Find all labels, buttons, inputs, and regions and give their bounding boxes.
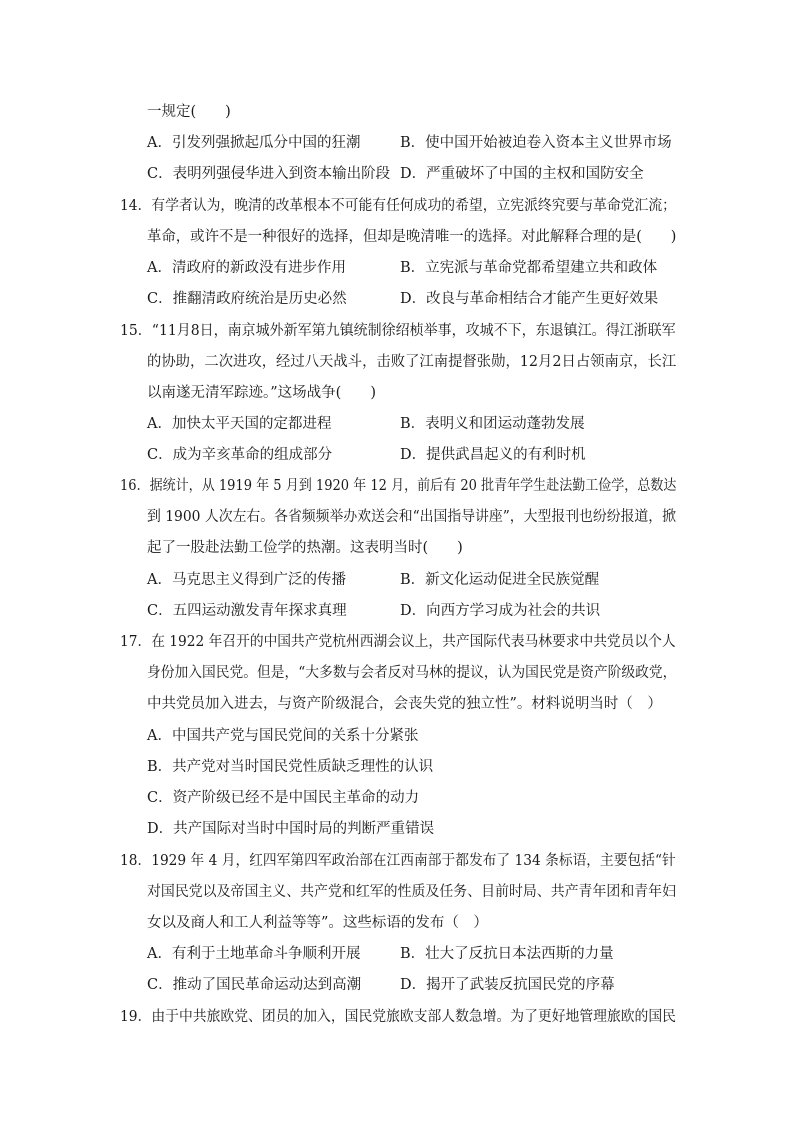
q18-stem-line-3: 女以及商人和工人利益等等”。这些标语的发布（ ）: [147, 915, 488, 931]
q17-stem-line-2: 身份加入国民党。但是，“大多数与会者反对马林的提议，认为国民党是资产阶级政党，: [147, 665, 677, 681]
q15-option-d: D．提供武昌起义的有利时机: [400, 447, 586, 463]
q13-option-c: C．表明列强侵华进入到资本输出阶段: [147, 166, 391, 182]
q17-option-d: D．共产国际对当时中国时局的判断严重错误: [147, 821, 435, 837]
q15-stem-line-2: 的协助，二次进攻，经过八天战斗，击败了江南提督张勋，12月2日占领南京，长江: [147, 354, 677, 370]
q17-option-b: B．共产党对当时国民党性质缺乏理性的认识: [147, 759, 434, 775]
q19-stem-line-1: 19．由于中共旅欧党、团员的加入，国民党旅欧支部人数急增。为了更好地管理旅欧的国民: [120, 1009, 676, 1025]
q16-option-c: C．五四运动激发青年探求真理: [147, 603, 347, 619]
q14-stem-line-2: 革命，或许不是一种很好的选择，但却是晚清唯一的选择。对此解释合理的是( ): [147, 229, 677, 245]
q16-stem-line-2: 到 1900 人次左右。各省频频举办欢送会和“出国指导讲座”，大型报刊也纷纷报道，掀: [147, 509, 676, 525]
q15-option-a: A．加快太平天国的定都进程: [147, 416, 332, 432]
q17-option-c: C．资产阶级已经不是中国民主革命的动力: [147, 790, 420, 806]
q17-option-a: A．中国共产党与国民党间的关系十分紧张: [147, 728, 419, 744]
q18-option-c: C．推动了国民革命运动达到高潮: [147, 977, 362, 993]
q15-option-c: C．成为辛亥革命的组成部分: [147, 447, 333, 463]
q14-option-c: C．推翻清政府统治是历史必然: [147, 291, 347, 307]
q18-option-b: B．壮大了反抗日本法西斯的力量: [400, 946, 614, 962]
q14-option-a: A．清政府的新政没有进步作用: [147, 260, 346, 276]
q16-stem-line-1: 16．据统计，从 1919 年 5 月到 1920 年 12 月，前后有 20 批青年学生赴法勤工俭学，总数达: [120, 478, 677, 494]
q17-stem-line-1: 17．在 1922 年召开的中国共产党杭州西湖会议上，共产国际代表马林要求中共党员以个人: [120, 634, 676, 650]
q18-option-d: D．揭开了武装反抗国民党的序幕: [400, 977, 615, 993]
q13-option-a: A．引发列强掀起瓜分中国的狂潮: [147, 135, 361, 151]
q15-option-b: B．表明义和团运动蓬勃发展: [400, 416, 585, 432]
q14-stem-line-1: 14．有学者认为，晚清的改革根本不可能有任何成功的希望，立宪派终究要与革命党汇流；: [120, 198, 676, 214]
q16-option-b: B．新文化运动促进全民族觉醒: [400, 572, 600, 588]
q15-stem-line-1: 15．“11月8日，南京城外新军第九镇统制徐绍桢举事，攻城不下，东退镇江。得江浙联军: [120, 323, 676, 339]
q17-stem-line-3: 中共党员加入进去，与资产阶级混合，会丧失党的独立性”。材料说明当时（ ）: [147, 696, 662, 712]
q18-option-a: A．有利于土地革命斗争顺利开展: [147, 946, 361, 962]
q14-option-d: D．改良与革命相结合才能产生更好效果: [400, 291, 659, 307]
q13-option-d: D．严重破坏了中国的主权和国防安全: [400, 166, 644, 182]
q14-option-b: B．立宪派与革命党都希望建立共和政体: [400, 260, 658, 276]
q15-stem-line-3: 以南遂无清军踪迹。”这场战争( ): [147, 385, 376, 401]
q18-stem-line-1: 18．1929 年 4 月，红四军第四军政治部在江西南部于都发布了 134 条标语，主要包括“针: [120, 853, 676, 869]
q13-option-b: B．使中国开始被迫卷入资本主义世界市场: [400, 135, 672, 151]
q16-stem-line-3: 起了一股赴法勤工俭学的热潮。这表明当时( ): [147, 540, 463, 556]
q16-option-a: A．马克思主义得到广泛的传播: [147, 572, 346, 588]
q13-stem-tail: 一规定( ): [147, 104, 231, 120]
q16-option-d: D．向西方学习成为社会的共识: [400, 603, 601, 619]
q18-stem-line-2: 对国民党以及帝国主义、共产党和红军的性质及任务、目前时局、共产青年团和青年妇: [147, 884, 677, 900]
